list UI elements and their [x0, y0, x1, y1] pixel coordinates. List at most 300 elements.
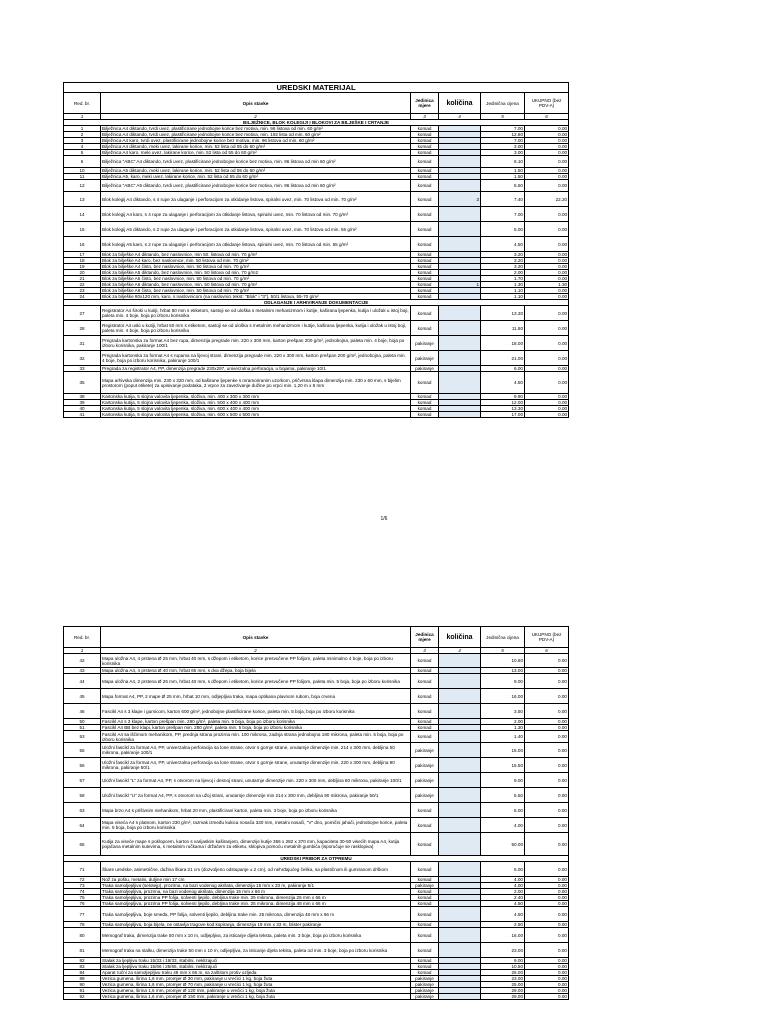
section-title: BILJEŽNICE, BLOK KOLEGIJI I BLOKOVI ZA BILJEŠKE I CRTANJE [64, 120, 569, 126]
row-number: 38 [64, 394, 101, 400]
line-total: 0.00 [525, 366, 569, 372]
unit-of-measure: komad [411, 180, 439, 192]
unit-price: 3.00 [481, 150, 525, 156]
table-row [64, 773, 569, 788]
item-description: Traka samoljepljiva, boje smeđa, PP folija, solventi ljepilo, debljina trake min. 25 mikrona, dimenzija 48 mm x 66 m [101, 907, 411, 922]
item-description: Uložni fascikl "L" za format A4, PP, s otvorom na lijevoj i desnoj strani, unutarnje dimenzije min. 220 x 300 mm, debljina 80 mikrona, pakiranje 100/1 [101, 773, 411, 788]
item-description: Bilježnica "ABC" A4 diktando, tvrdi uvez, plastificirane jednobojne korice bez motiva, min. 96 listova od min 60 g/m² [101, 156, 411, 168]
item-description: Stalak za ljepljivu traku 15/66 i 25/66, stabilni, neklizajući [101, 964, 411, 970]
quantity-input[interactable] [439, 412, 481, 418]
item-description: Fascikl A4 sa iščimom mehanikom, PP, prednja strana prozirna min. 100 mikrona, zadnja strana jednobojna 180 mikrona, paleta min. 5 boja, boja po izboru korisnika [101, 731, 411, 743]
quantity-input[interactable] [439, 731, 481, 743]
table-row [64, 237, 569, 252]
unit-price: 1.10 [481, 288, 525, 294]
unit-price: 1.30 [481, 282, 525, 288]
item-description: Mapa uložna A4, 2 prstena Ø 25 mm, hrbat 40 mm, s džepom i etiketom, korice presvučene PP folijom, paleta min. 5 boja, boja po izboru korisnika [101, 674, 411, 689]
table-row [64, 928, 569, 943]
unit-of-measure: komad [411, 803, 439, 818]
line-total: 0.00 [525, 928, 569, 943]
line-total: 0.00 [525, 276, 569, 282]
unit-price: 9.00 [481, 958, 525, 964]
table-section-2 [63, 626, 568, 1000]
unit-price: 23.00 [481, 943, 525, 958]
item-description: Blok za bilješke A6 čisto, bez naslovnice, min. 50 listova od min. 70 g/m² [101, 288, 411, 294]
quantity-input[interactable] [439, 321, 481, 336]
quantity-input[interactable]: 3 [439, 192, 481, 207]
item-description: Vezica gumena, širina 1,6 mm, promjer Ø 120 mm, pakiranje u vrećici 1 kg, boja žuta [101, 988, 411, 994]
unit-price: 1.50 [481, 174, 525, 180]
unit-of-measure: komad [411, 958, 439, 964]
table-row [64, 818, 569, 833]
line-total: 0.00 [525, 144, 569, 150]
unit-price: 6.00 [481, 862, 525, 877]
table-row [64, 833, 569, 856]
line-total: 0.00 [525, 306, 569, 321]
item-description: Kartonska kutija, 5 slojna valovita ljepenka, složiva, min. 400 x 300 x 300 mm [101, 394, 411, 400]
row-number: 35 [64, 372, 101, 394]
row-number: 81 [64, 943, 101, 958]
item-description: Mapa arhivska dimenzija min. 230 x 320 mm, od kaširane ljepenke s mramoriranim uzorkom, pričvrsna klapa dimenzija min. 230 x 60 mm, s bijelim prostorom (poput etikete) za upisivanje podataka, 2 vrpce za zavezivanje dužine po vrpci min. 1,20 m x 8 mm [101, 372, 411, 394]
line-total: 0.00 [525, 222, 569, 237]
quantity-input[interactable] [439, 743, 481, 758]
line-total: 0.00 [525, 725, 569, 731]
unit-of-measure: komad [411, 126, 439, 132]
unit-of-measure: komad [411, 237, 439, 252]
unit-of-measure: komad [411, 922, 439, 928]
item-description: Traka samoljepljiva, prozirna PP folija, solventi ljepilo, debljina trake min. 25 mikrona, dimenzija 48 mm x 66 m [101, 901, 411, 907]
unit-of-measure: komad [411, 264, 439, 270]
unit-of-measure: komad [411, 901, 439, 907]
unit-price: 11.80 [481, 321, 525, 336]
item-description: Traka samoljepljiva (selotejp), prozirna, na bazi vodenog akrilata, dimenzija 15 mm x 33 m, pakiranje 5/1 [101, 883, 411, 889]
line-total: 0.00 [525, 982, 569, 988]
line-total: 0.00 [525, 138, 569, 144]
row-number: 91 [64, 988, 101, 994]
item-description: Blok za bilješke A5 diktando, bez naslovnice, min. 50 listova od min. 70 g/m2 [101, 270, 411, 276]
table-section-1 [63, 82, 568, 418]
item-description: Blok za bilješke A6 diktando, bez naslovnice, min. 50 listova od min. 70 g/m² [101, 282, 411, 288]
table-row [64, 803, 569, 818]
row-number: 57 [64, 773, 101, 788]
unit-of-measure: komad [411, 156, 439, 168]
row-number: 16 [64, 237, 101, 252]
unit-price: 6.00 [481, 366, 525, 372]
unit-of-measure: komad [411, 725, 439, 731]
item-description: Škare uredske, asimetrične, dužina škara 21 cm (dozvoljeno odstupanje ± 2 cm), od nehrđajućeg čelika, sa plastičnom ili gumiranom drškom [101, 862, 411, 877]
item-description: Bilježnica A5, karo, meki uvez, lakirane korice, min. 52 lista od 55 do 60 g/m² [101, 174, 411, 180]
unit-of-measure: komad [411, 406, 439, 412]
unit-price: 2.00 [481, 889, 525, 895]
unit-price: 12.00 [481, 400, 525, 406]
unit-price: 5.00 [481, 222, 525, 237]
line-total: 0.00 [525, 336, 569, 351]
unit-of-measure: komad [411, 731, 439, 743]
item-description: Bilježnica A4 diktando, meki uvez, lakirane korice, min. 52 lista od 55 do 60 g/m² [101, 144, 411, 150]
row-number: 90 [64, 982, 101, 988]
item-description: Bilježnica A4 diktando, tvrdi uvez, plastificirane jednobojne korice bez motiva, min. 192 lista od min. 60 g/m² [101, 132, 411, 138]
unit-of-measure: pakiranje [411, 883, 439, 889]
unit-price: 3.20 [481, 258, 525, 264]
unit-price: 16.00 [481, 689, 525, 704]
line-total: 0.00 [525, 964, 569, 970]
unit-price: 10.50 [481, 964, 525, 970]
unit-price: 18.00 [481, 336, 525, 351]
quantity-input[interactable] [439, 788, 481, 803]
unit-of-measure: pakiranje [411, 976, 439, 982]
item-description: Blok za bilješke A4 čisto, bez naslovnice, min. 50 listova od min. 70 g/m² [101, 264, 411, 270]
line-total: 0.00 [525, 288, 569, 294]
table-row [64, 731, 569, 743]
table-row [64, 862, 569, 877]
item-description: Bilježnica A5 diktando, meki uvez, lakirane korice, min. 52 lista od 55 do 60 g/m² [101, 168, 411, 174]
unit-price: 4.00 [481, 877, 525, 883]
line-total: 0.00 [525, 877, 569, 883]
line-total: 0.00 [525, 237, 569, 252]
unit-of-measure: pakiranje [411, 988, 439, 994]
row-number: 56 [64, 758, 101, 773]
unit-price: 1.70 [481, 276, 525, 282]
unit-price: 7.00 [481, 138, 525, 144]
row-number: 20 [64, 270, 101, 276]
unit-of-measure: komad [411, 372, 439, 394]
table-row [64, 372, 569, 394]
row-number: 44 [64, 674, 101, 689]
line-total: 0.00 [525, 907, 569, 922]
row-number: 82 [64, 958, 101, 964]
row-number: 53 [64, 731, 101, 743]
row-number: 64 [64, 818, 101, 833]
row-number: 50 [64, 719, 101, 725]
line-total: 0.00 [525, 994, 569, 1000]
line-total: 0.00 [525, 758, 569, 773]
unit-of-measure: komad [411, 928, 439, 943]
row-number: 40 [64, 406, 101, 412]
line-total: 0.00 [525, 270, 569, 276]
quantity-input[interactable] [439, 907, 481, 922]
row-number: 24 [64, 294, 101, 300]
quantity-input[interactable] [439, 862, 481, 877]
unit-price: 25.00 [481, 982, 525, 988]
table-row [64, 689, 569, 704]
table-row [64, 180, 569, 192]
quantity-input[interactable] [439, 237, 481, 252]
unit-of-measure: komad [411, 833, 439, 856]
item-description: Mapa uložna A4, 4 prstena Ø 40 mm, hrbat 65 mm, s dva džepa, boja bijela [101, 668, 411, 674]
unit-price: 1.30 [481, 725, 525, 731]
row-number: 14 [64, 207, 101, 222]
row-number: 58 [64, 788, 101, 803]
unit-price: 16.00 [481, 928, 525, 943]
unit-of-measure: komad [411, 818, 439, 833]
line-total: 0.00 [525, 818, 569, 833]
colnum: 2 [101, 114, 411, 120]
quantity-input[interactable] [439, 704, 481, 719]
unit-of-measure: komad [411, 192, 439, 207]
row-number: 4 [64, 144, 101, 150]
unit-of-measure: komad [411, 877, 439, 883]
row-number: 77 [64, 907, 101, 922]
unit-price: 13.30 [481, 406, 525, 412]
item-description: Vezica gumena, širina 1,6 mm, promjer Ø 30 mm, pakiranje u vrećici 1 kg, boja žuta [101, 976, 411, 982]
line-total: 0.00 [525, 743, 569, 758]
unit-price: 2.00 [481, 719, 525, 725]
row-number: 42 [64, 654, 101, 668]
line-total: 0.00 [525, 252, 569, 258]
unit-price: 50.00 [481, 833, 525, 856]
unit-of-measure: komad [411, 668, 439, 674]
quantity-input[interactable] [439, 222, 481, 237]
line-total: 0.00 [525, 150, 569, 156]
quantity-input[interactable] [439, 351, 481, 366]
line-total: 0.00 [525, 901, 569, 907]
unit-of-measure: pakiranje [411, 788, 439, 803]
quantity-input[interactable] [439, 818, 481, 833]
line-total: 0.00 [525, 180, 569, 192]
unit-of-measure: pakiranje [411, 773, 439, 788]
quantity-input[interactable] [439, 994, 481, 1000]
quantity-input[interactable] [439, 674, 481, 689]
item-description: Aparat ručni za samoljepljivu traku 48 mm x 66 m, sa zaštitom protiv ozljeda [101, 970, 411, 976]
line-total: 22.20 [525, 192, 569, 207]
line-total: 0.00 [525, 803, 569, 818]
item-description: Nož za poštu, metalni, duljine min 17 cm [101, 877, 411, 883]
unit-of-measure: komad [411, 394, 439, 400]
row-number: 10 [64, 168, 101, 174]
line-total: 0.00 [525, 922, 569, 928]
line-total: 0.00 [525, 258, 569, 264]
row-number: 43 [64, 668, 101, 674]
quantity-input[interactable] [439, 758, 481, 773]
unit-price: 7.00 [481, 126, 525, 132]
unit-of-measure: komad [411, 144, 439, 150]
quantity-input[interactable] [439, 654, 481, 668]
section-title: ODLAGANJE I ARHIVIRANJE DOKUMENTACIJE [64, 300, 569, 306]
unit-of-measure: komad [411, 282, 439, 288]
unit-of-measure: komad [411, 168, 439, 174]
table-row [64, 156, 569, 168]
colnum: 4 [439, 648, 481, 654]
header-cijena: Jedinična cijena [481, 627, 525, 648]
item-description: Kartonska kutija, 5 slojna valovita ljepenka, složiva, min. 600 x 400 x 400 mm [101, 406, 411, 412]
unit-price: 2.50 [481, 922, 525, 928]
unit-of-measure: komad [411, 654, 439, 668]
item-description: Memograf traka na stalku, dimenzija trake 50 mm x 10 m, odljepljiva, za isticanje dijela teksta, paleta od min. 3 boje, boja po izboru korisnika [101, 943, 411, 958]
item-description: Bilježnica A4 diktando, tvrdi uvez, plastificirane jednobojne korice bez motiva, min. 96 listova od min. 60 g/m² [101, 126, 411, 132]
item-description: Pregrada za registrator A4, PP, dimenzija pregrade 230x297, univerzalna perforacija, u bojama, pakiranje 10/1 [101, 366, 411, 372]
unit-price: 9.00 [481, 773, 525, 788]
unit-price: 3.50 [481, 704, 525, 719]
unit-of-measure: komad [411, 400, 439, 406]
unit-of-measure: komad [411, 889, 439, 895]
section-title: UREDSKI PRIBOR ZA OTPREMU [64, 856, 569, 862]
line-total: 0.00 [525, 773, 569, 788]
row-number: 6 [64, 156, 101, 168]
row-number: 5 [64, 150, 101, 156]
item-description: Blok za bilješke A4 karo, bez naslovnice, min. 50 listova od min. 70 g/m² [101, 258, 411, 264]
unit-of-measure: pakiranje [411, 982, 439, 988]
unit-of-measure: komad [411, 276, 439, 282]
unit-of-measure: pakiranje [411, 336, 439, 351]
unit-of-measure: komad [411, 704, 439, 719]
header-red-br: Red. br. [64, 93, 101, 114]
row-number: 17 [64, 252, 101, 258]
quantity-input[interactable] [439, 773, 481, 788]
item-description: Stalak za ljepljivu traku 15/33 i 19/33, stabilni, neklizajući [101, 958, 411, 964]
table-row [64, 336, 569, 351]
line-total: 0.00 [525, 668, 569, 674]
unit-of-measure: pakiranje [411, 994, 439, 1000]
quantity-input[interactable] [439, 833, 481, 856]
row-number: 23 [64, 288, 101, 294]
item-description: Vezica gumena, širina 1,6 mm, promjer Ø 150 mm, pakiranje u vrećici 1 kg, boja žuta [101, 994, 411, 1000]
colnum: 1 [64, 114, 101, 120]
unit-of-measure: komad [411, 862, 439, 877]
row-number: 18 [64, 258, 101, 264]
item-description: Traka samoljepljiva, prozirna, na bazi vodenog akrilata, dimenzija 15 mm x 66 m [101, 889, 411, 895]
quantity-input[interactable] [439, 156, 481, 168]
line-total: 0.00 [525, 321, 569, 336]
line-total: 0.00 [525, 406, 569, 412]
row-number: 71 [64, 862, 101, 877]
table-row [64, 654, 569, 668]
line-total: 0.00 [525, 132, 569, 138]
item-description: Uložni fascikl za format A4, PP, univerzalna perforacija sa lone strane, otvor s gornje strane, unutarnje dimenzije min. 214 x 300 mm, debljina 50 mikrona, pakiranje 100/1 [101, 743, 411, 758]
quantity-input[interactable] [439, 928, 481, 943]
quantity-input[interactable] [439, 803, 481, 818]
unit-of-measure: komad [411, 222, 439, 237]
unit-price: 15.50 [481, 758, 525, 773]
unit-price: 4.00 [481, 883, 525, 889]
header-ukupno: UKUPNO (bez PDV-A) [525, 627, 569, 648]
row-number: 74 [64, 889, 101, 895]
unit-price: 3.00 [481, 144, 525, 150]
unit-price: 23.00 [481, 976, 525, 982]
line-total: 0.00 [525, 988, 569, 994]
item-description: Pregrada kartonska za format A4 s rupama na lijevoj strani, dimenzija pregrade min. 220 x 300 mm, karton prešpan 200 g/m², jednobojna, paleta min. 4 boje, boja po izboru korisnika, pakiranje 100/1 [101, 351, 411, 366]
quantity-input[interactable] [439, 207, 481, 222]
row-number: 31 [64, 336, 101, 351]
line-total: 0.00 [525, 351, 569, 366]
unit-price: 10.60 [481, 654, 525, 668]
unit-price: 2.00 [481, 270, 525, 276]
item-description: Traka samoljepljiva, boja bijela, ne ostavlja tragove kod kopiranja, dimenzija 19 mm x 33 m, blister pakiranje [101, 922, 411, 928]
unit-price: 1.50 [481, 168, 525, 174]
colnum: 4 [439, 114, 481, 120]
row-number: 11 [64, 174, 101, 180]
unit-of-measure: komad [411, 150, 439, 156]
quantity-input[interactable] [439, 689, 481, 704]
unit-price: 3.20 [481, 264, 525, 270]
row-number: 32 [64, 351, 101, 366]
header-kolicina: količina [439, 93, 481, 114]
quantity-input[interactable] [439, 336, 481, 351]
line-total: 0.00 [525, 889, 569, 895]
header-jedinica: Jedinica mjere [411, 93, 439, 114]
line-total: 0.00 [525, 156, 569, 168]
row-number: 41 [64, 412, 101, 418]
unit-of-measure: komad [411, 207, 439, 222]
table-row [64, 704, 569, 719]
header-red-br: Red. br. [64, 627, 101, 648]
quantity-input[interactable] [439, 372, 481, 394]
table-row [64, 321, 569, 336]
row-number: 78 [64, 922, 101, 928]
unit-of-measure: komad [411, 306, 439, 321]
unit-price: 5.50 [481, 788, 525, 803]
quantity-input[interactable] [439, 180, 481, 192]
unit-price: 29.00 [481, 994, 525, 1000]
unit-price: 4.50 [481, 237, 525, 252]
unit-of-measure: komad [411, 943, 439, 958]
line-total: 0.00 [525, 788, 569, 803]
line-total: 0.00 [525, 689, 569, 704]
table-row [64, 306, 569, 321]
table-row [64, 743, 569, 758]
line-total: 0.00 [525, 168, 569, 174]
line-total: 0.00 [525, 674, 569, 689]
line-total: 0.00 [525, 833, 569, 856]
item-description: Blok kolegij A5 diktando, s 2 rupe za ulaganje i perforacijom za otkidanje listova, spiralni uvez, min. 70 listova od min. 55 g/m² [101, 222, 411, 237]
unit-of-measure: komad [411, 294, 439, 300]
table-row [64, 943, 569, 958]
row-number: 65 [64, 833, 101, 856]
table-row [64, 758, 569, 773]
line-total: 0.00 [525, 400, 569, 406]
line-total: 0.00 [525, 174, 569, 180]
unit-of-measure: komad [411, 258, 439, 264]
unit-price: 6.10 [481, 156, 525, 168]
row-number: 51 [64, 725, 101, 731]
quantity-input[interactable] [439, 306, 481, 321]
items-table-1 [63, 82, 569, 418]
unit-of-measure: pakiranje [411, 743, 439, 758]
line-total: 0.00 [525, 654, 569, 668]
header-opis: Opis stavke [101, 93, 411, 114]
unit-price: 9.00 [481, 674, 525, 689]
item-description: Blok kolegij A4 karo, s 4 rupe za ulaganje i perforacijom za otkidanje listova, spiralni uvez, min. 70 listova od min. 70 g/m² [101, 207, 411, 222]
line-total: 1.30 [525, 282, 569, 288]
row-number: 72 [64, 877, 101, 883]
item-description: Uložni fascikl "U" za format A4, PP, s otvorom na užoj strani, unutarnje dimenzije min 214 x 300 mm, debljina 90 mikrona, pakiranje 50/1 [101, 788, 411, 803]
quantity-input[interactable] [439, 943, 481, 958]
unit-price: 4.50 [481, 907, 525, 922]
quantity-input[interactable]: 1 [439, 282, 481, 288]
row-number: 27 [64, 306, 101, 321]
unit-price: 17.00 [481, 412, 525, 418]
line-total: 0.00 [525, 883, 569, 889]
line-total: 0.00 [525, 394, 569, 400]
colnum: 5 [481, 114, 525, 120]
item-description: Blok kolegij A5 karo, s 2 rupe za ulaganje i perforacijom za otkidanje listova, spiralni uvez, min. 70 listova od min. 55 g/m² [101, 237, 411, 252]
row-number: 76 [64, 901, 101, 907]
table-row [64, 412, 569, 418]
unit-of-measure: komad [411, 138, 439, 144]
row-number: 21 [64, 276, 101, 282]
table-row [64, 192, 569, 207]
colnum: 2 [101, 648, 411, 654]
unit-of-measure: komad [411, 964, 439, 970]
line-total: 0.00 [525, 976, 569, 982]
line-total: 0.00 [525, 126, 569, 132]
item-description: Kutija za viseće mape s poklopcem, karton s varijaskim kaširanjem, dimenzije kutije 356 x 282 x 370 mm, kapaciteta 30-50 visećih mapa A4, kutija pojačana metalnim kutevima, s metalnim ručkama i držačem za etiketu, sklopiva pomoću metalnih gumbića (isporučuje se rasklopiva) [101, 833, 411, 856]
unit-of-measure: komad [411, 689, 439, 704]
row-number: 22 [64, 282, 101, 288]
unit-of-measure: komad [411, 674, 439, 689]
unit-price: 12.80 [481, 132, 525, 138]
colnum: 3 [411, 114, 439, 120]
items-table-2 [63, 626, 569, 1000]
line-total: 0.00 [525, 704, 569, 719]
